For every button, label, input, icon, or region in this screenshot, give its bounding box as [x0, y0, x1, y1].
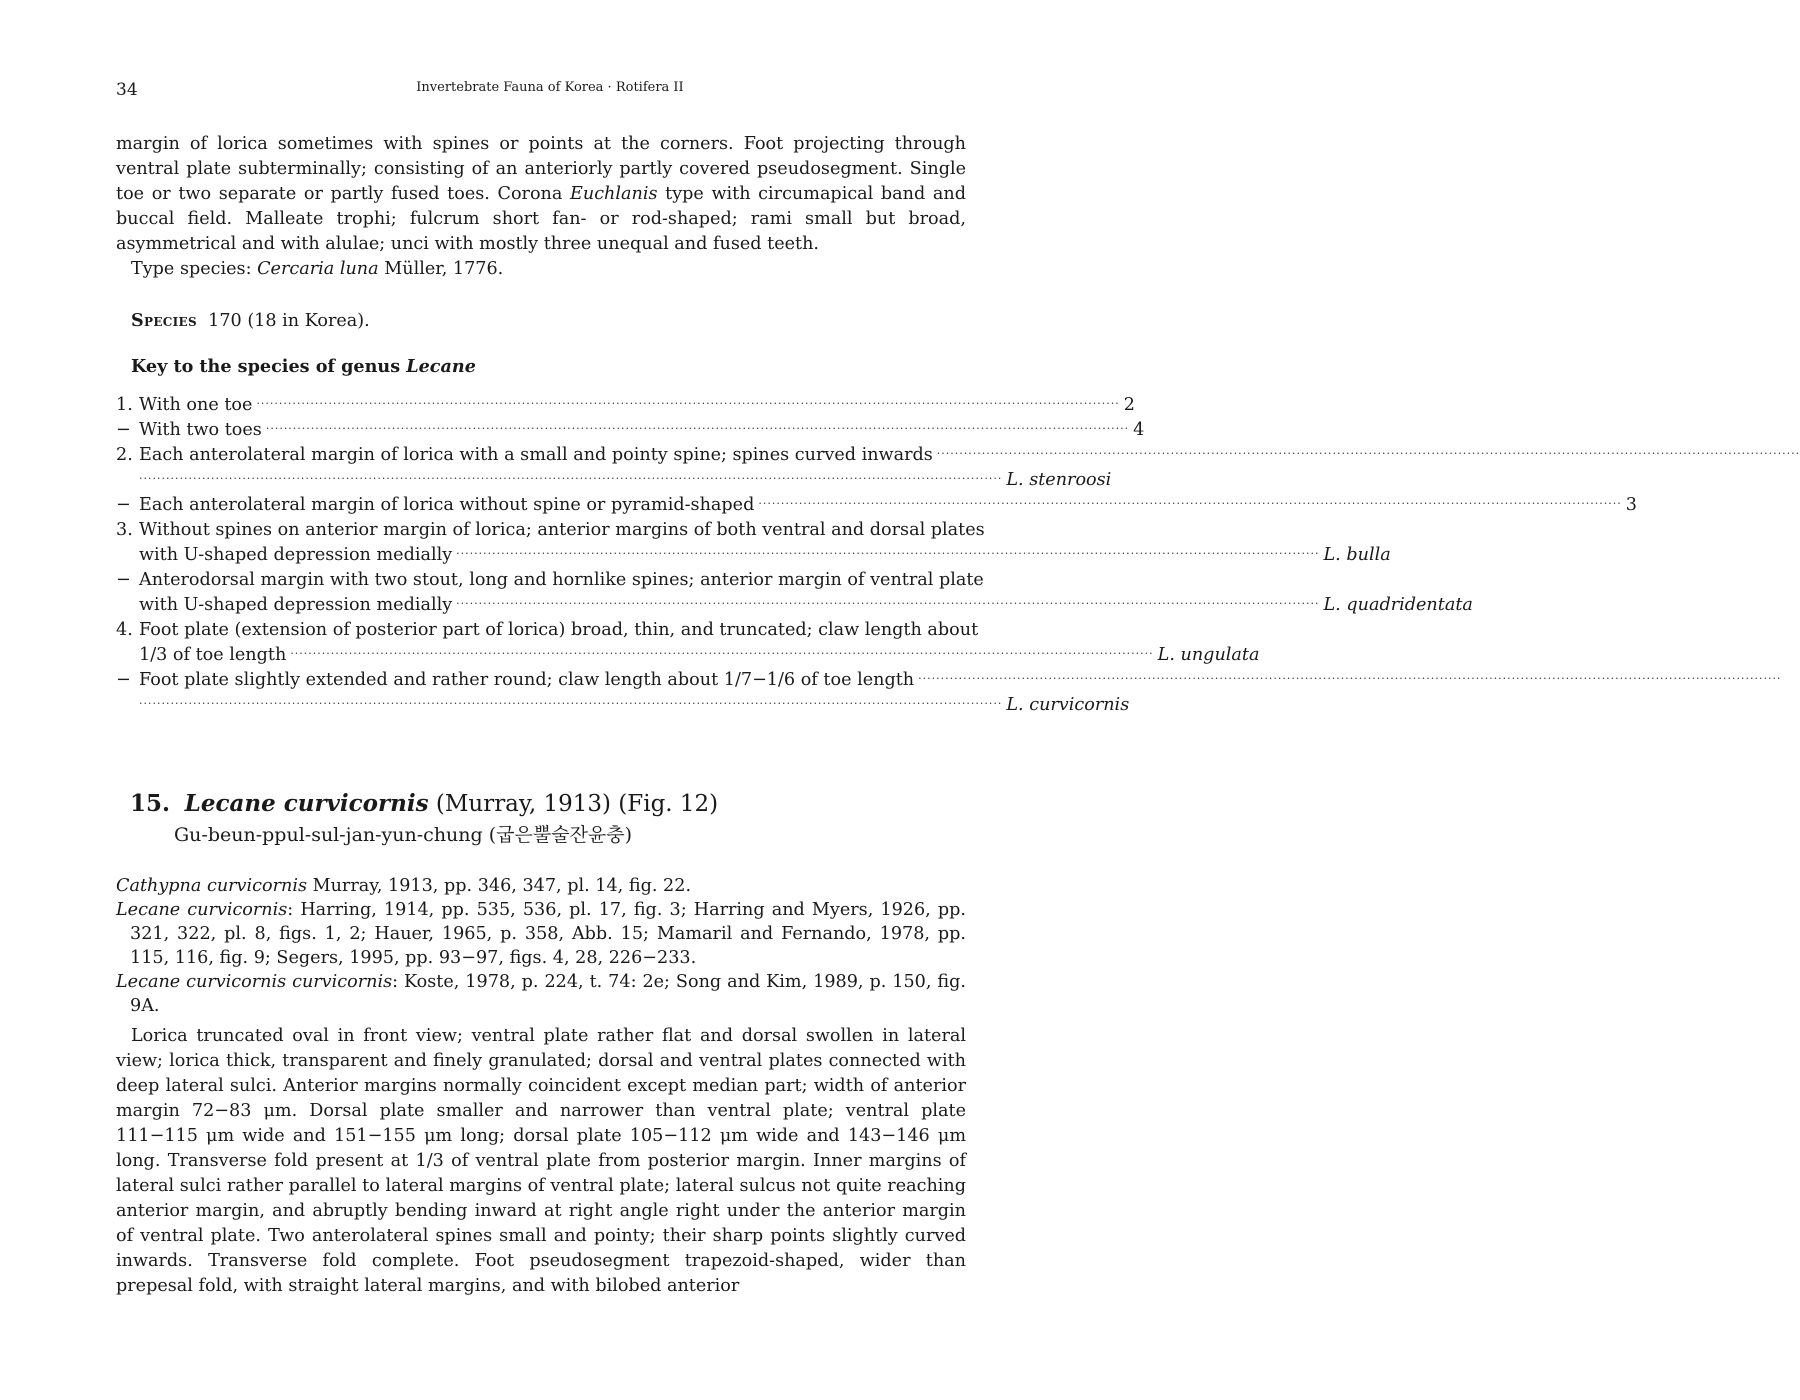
key-leader-dots — [139, 691, 1002, 716]
synonym-refs: : Koste, 1978, p. 224, t. 74: 2e; Song and Kim, 1989, p. 150, fig. 9A. — [130, 972, 967, 1016]
type-species-line — [116, 257, 966, 282]
key-couplet-text: Foot plate (extension of posterior part of lorica) broad, thin, and truncated; claw length about — [139, 620, 979, 640]
type-species-author: Müller, 1776. — [378, 259, 504, 279]
page-number: 34 — [116, 80, 138, 100]
key-row — [116, 543, 1391, 568]
key-row — [116, 493, 1637, 518]
key-row — [116, 518, 985, 543]
key-couplet-text: Each anterolateral margin of lorica with a small and pointy spine; spines curved inwards — [139, 445, 933, 465]
species-description: Lorica truncated oval in front view; ventral plate rather flat and dorsal swollen in lateral view; lorica thick, transparent and finely granulated; dorsal and ventral plates connected with deep lateral sulci. Anterior margins normally coincident except median part; width of anterior margin 72−83 μm. Dorsal plate smaller and narrower than ventral plate; ventral plate 111−115 μm wide and 151−155 μm long; dorsal plate 105−112 μm wide and 143−146 μm long. Transverse fold present at 1/3 of ventral plate from posterior margin. Inner margins of lateral sulci rather parallel to lateral margins of ventral plate; lateral sulcus not quite reaching anterior margin, and abruptly bending inward at right angle right under the anterior margin of ventral plate. Two anterolateral spines small and pointy; their sharp points slightly curved inwards. Transverse fold complete. Foot pseudosegment trapezoid-shaped, wider than prepesal fold, with straight lateral margins, and with bilobed anterior — [116, 1026, 966, 1296]
intro-text-1: margin of lorica sometimes with spines or points at the corners. Foot projecting through ventral plate subterminally; consisting of an anteriorly partly covered pseudosegment. Single toe or two separate or partly fused toes. Corona — [116, 134, 966, 204]
species-name: Lecane curvicornis — [184, 790, 429, 817]
intro-genus-euchlanis: Euchlanis — [570, 184, 658, 204]
key-couplet-marker: − — [116, 670, 131, 690]
synonym-refs: Murray, 1913, pp. 346, 347, pl. 14, fig. 22. — [306, 876, 692, 896]
key-row — [116, 593, 1473, 618]
species-figure-ref: (Fig. 12) — [618, 791, 719, 817]
key-leader-dots — [139, 466, 1002, 491]
key-couplet-marker: − — [116, 420, 131, 440]
key-title-genus: Lecane — [406, 356, 476, 377]
key-leader-dots — [918, 666, 1781, 691]
key-leader-dots — [937, 441, 1800, 466]
species-heading — [130, 790, 718, 817]
key-row — [116, 568, 984, 593]
korean-romanized: Gu-beun-ppul-sul-jan-yun-chung — [174, 824, 483, 846]
synonym-name: Lecane curvicornis curvicornis — [116, 972, 393, 992]
key-row — [116, 693, 1130, 718]
running-title: Invertebrate Fauna of Korea · Rotifera II — [416, 80, 684, 95]
key-result: L. curvicornis — [1006, 695, 1130, 715]
key-row — [116, 618, 979, 643]
key-couplet-marker: − — [116, 495, 131, 515]
key-result: 3 — [1625, 495, 1637, 515]
synonymy-list — [116, 874, 966, 1018]
synonymy-entry — [116, 970, 966, 1018]
intro-text-2: type with circumapical band and buccal field. Malleate trophi; fulcrum short fan- or rod-shaped; rami small but broad, asymmetrical and with alulae; unci with mostly three unequal and fused teeth. — [116, 184, 966, 254]
key-couplet-marker: 2. — [116, 445, 133, 465]
key-result: L. stenroosi — [1006, 470, 1112, 490]
key-couplet-marker: − — [116, 570, 131, 590]
key-couplet-marker: 1. — [116, 395, 133, 415]
synonymy-entry — [116, 874, 966, 898]
key-leader-dots — [456, 541, 1319, 566]
type-species-label: Type species: — [131, 259, 258, 279]
key-couplet-text: Anterodorsal margin with two stout, long and hornlike spines; anterior margin of ventral plate — [139, 570, 984, 590]
key-couplet-marker: 4. — [116, 620, 133, 640]
type-species-name: Cercaria luna — [257, 259, 379, 279]
species-number: 15. — [130, 790, 171, 817]
key-couplet-text: 1/3 of toe length — [139, 645, 287, 665]
key-couplet-text: with U-shaped depression medially — [139, 545, 453, 565]
synonymy-entry — [116, 898, 966, 970]
key-couplet-text: Each anterolateral margin of lorica without spine or pyramid-shaped — [139, 495, 755, 515]
key-leader-dots — [456, 591, 1319, 616]
key-couplet-text: With one toe — [139, 395, 253, 415]
key-couplet-text: with U-shaped depression medially — [139, 595, 453, 615]
key-couplet-text: With two toes — [139, 420, 262, 440]
key-leader-dots — [256, 391, 1119, 416]
species-author: (Murray, 1913) — [435, 791, 611, 817]
species-key — [116, 393, 1637, 718]
key-row — [116, 668, 966, 693]
genus-description-paragraph — [116, 132, 966, 257]
key-couplet-text: Without spines on anterior margin of lorica; anterior margins of both ventral and dorsal plates — [139, 520, 985, 540]
key-result: L. quadridentata — [1323, 595, 1473, 615]
key-result: L. bulla — [1323, 545, 1391, 565]
key-result: 4 — [1133, 420, 1145, 440]
key-result: L. ungulata — [1157, 645, 1260, 665]
species-count: 170 (18 in Korea). — [208, 311, 370, 331]
species-count-line — [116, 308, 966, 334]
key-row — [116, 443, 966, 468]
key-couplet-text: Foot plate slightly extended and rather round; claw length about 1/7−1/6 of toe length — [139, 670, 915, 690]
key-result: 2 — [1123, 395, 1135, 415]
key-leader-dots — [758, 491, 1621, 516]
key-title — [116, 354, 966, 379]
key-row — [116, 643, 1260, 668]
key-leader-dots — [266, 416, 1129, 441]
key-leader-dots — [290, 641, 1153, 666]
korean-name — [174, 820, 632, 847]
synonym-name: Lecane curvicornis — [116, 900, 288, 920]
key-title-prefix: Key to the species of genus — [131, 356, 407, 377]
synonym-name: Cathypna curvicornis — [116, 876, 307, 896]
key-row — [116, 418, 1145, 443]
synonym-refs: : Harring, 1914, pp. 535, 536, pl. 17, fig. 3; Harring and Myers, 1926, pp. 321, 322, pl. 8, figs. 1, 2; Hauer, 1965, p. 358, Abb. 15; Mamaril and Fernando, 1978, pp. 115, 116, fig. 9; Segers, 1995, pp. 93−97, figs. 4, 28, 226−233. — [130, 900, 966, 968]
key-row — [116, 468, 1112, 493]
korean-hangul: (굽은뿔술잔윤충) — [488, 824, 633, 846]
key-row — [116, 393, 1135, 418]
key-couplet-marker: 3. — [116, 520, 133, 540]
species-label: Species — [131, 310, 197, 331]
